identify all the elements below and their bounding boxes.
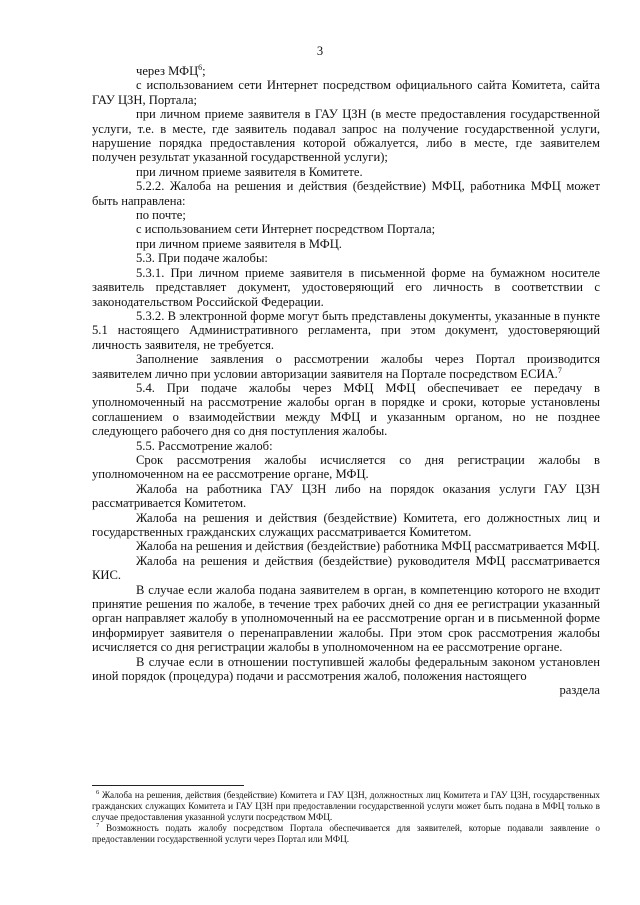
paragraph: по почте; [136,208,186,223]
footnote-mark: 6 [96,788,100,796]
trailing-word: раздела [559,683,600,698]
paragraph: при личном приеме заявителя в МФЦ. [136,236,342,251]
paragraph: с использованием сети Интернет посредством официального сайта Комитета, сайта ГАУ ЦЗН, Портала; [92,78,600,107]
paragraph: при личном приеме заявителя в Комитете. [136,164,363,179]
paragraph: при личном приеме заявителя в ГАУ ЦЗН (в месте предоставления государственной услуги, т.е. в месте, где заявитель подавал запрос на получение государственной услуги, нарушение порядка предоставления которой обжалуется, либо в месте, где заявителем получен результат указанной государственной услуги); [92,107,600,165]
paragraph: 5.3.2. В электронной форме могут быть представлены документы, указанные в пункте 5.1 настоящего Административного регламента, при этом документ, удостоверяющий личность заявителя, не требуется. [92,308,600,352]
paragraph: 5.5. Рассмотрение жалоб: [136,438,273,453]
page-number: 3 [316,44,324,58]
paragraph: Срок рассмотрения жалобы исчисляется со дня регистрации жалобы в уполномоченном на ее рассмотрение органе, МФЦ. [92,452,600,482]
paragraph: 5.3.1. При личном приеме заявителя в письменной форме на бумажном носителе заявитель представляет документ, удостоверяющий его личность в соответствии с законодательством Российской Федерации. [92,265,600,309]
footnote-separator [92,785,244,786]
footnote: $^7$ Возможность подать жалобу посредством Портала обеспечивается для заявителей, которые подавали заявление о предоставлении государственной услуги через Портал или МФЦ. [92,821,601,844]
footnotes [92,790,600,845]
footnote-ref: 7 [557,365,562,375]
paragraph: 5.4. При подаче жалобы через МФЦ МФЦ обеспечивает ее передачу в уполномоченный на рассмотрение жалобы орган в порядке и сроки, которые установлены соглашением о взаимодействии между МФЦ и указанным органом, но не позднее следующего рабочего дня со дня поступления жалобы. [92,380,600,439]
footnote-mark: 7 [96,821,100,829]
paragraph: Заполнение заявления о рассмотрении жалобы через Портал производится заявителем лично при условии авторизации заявителя на Портале посредством ЕСИА.$^7$ [92,352,600,381]
paragraph: 5.2.2. Жалоба на решения и действия (бездействие) МФЦ, работника МФЦ может быть направлена: [92,179,600,208]
paragraph: Жалоба на решения и действия (бездействие) Комитета, его должностных лиц и государственных гражданских служащих рассматривается Комитетом. [92,510,600,539]
document-body [92,64,600,698]
paragraph: Жалоба на работника ГАУ ЦЗН либо на порядок оказания услуги ГАУ ЦЗН рассматривается Комитетом. [92,481,600,511]
paragraph: 5.3. При подаче жалобы: [136,251,268,266]
paragraph: через МФЦ$^6$; [136,62,206,78]
footnote-ref: 6 [198,62,203,72]
paragraph: В случае если жалоба подана заявителем в орган, в компетенцию которого не входит принятие решения по жалобе, в течение трех рабочих дней со дня ее регистрации указанный орган направляет жалобу в уполномоченный на ее рассмотрение орган и в письменной форме информирует заявителя о перенаправлении жалобы. При этом срок рассмотрения жалобы исчисляется со дня регистрации жалобы в уполномоченном на ее рассмотрение органе. [92,582,600,655]
paragraph: Жалоба на решения и действия (бездействие) руководителя МФЦ рассматривается КИС. [92,553,600,583]
paragraph: Жалоба на решения и действия (бездействие) работника МФЦ рассматривается МФЦ. [136,539,600,554]
paragraph: с использованием сети Интернет посредством Портала; [136,222,436,237]
paragraph: В случае если в отношении поступившей жалобы федеральным законом установлен иной порядок (процедура) подачи и рассмотрения жалоб, положения настоящего [92,654,600,684]
footnote: $^6$ Жалоба на решения, действия (бездействие) Комитета и ГАУ ЦЗН, должностных лиц Комитета и ГАУ ЦЗН, государственных гражданских служащих Комитета и ГАУ ЦЗН при предоставлении государственной услуги может быть подана в МФЦ только в случае предоставления указанной услуги посредством МФЦ. [92,788,600,822]
